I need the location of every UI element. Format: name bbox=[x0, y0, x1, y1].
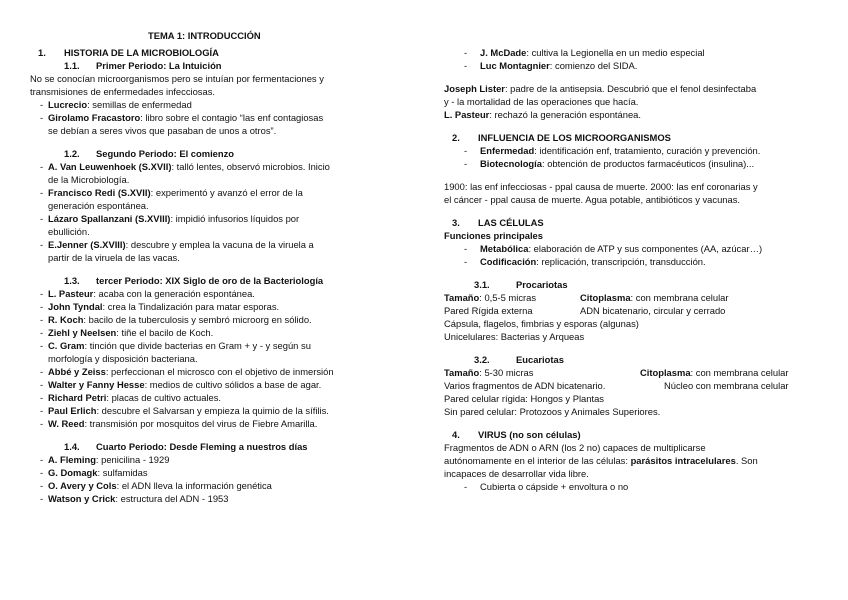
list-item: - Walter y Fanny Hesse: medios de cultivo sólidos a base de agar. bbox=[40, 379, 322, 390]
procariotas-wall-row: Pared Rígida externa ADN bicatenario, circular y cerrado bbox=[444, 305, 726, 316]
mortality-note: 1900: las enf infecciosas - ppal causa de muerte. 2000: las enf coronarias y bbox=[444, 181, 758, 192]
left-column bbox=[30, 46, 422, 505]
list-item: - A. Fleming: penicilina - 1929 bbox=[40, 454, 170, 465]
page-title: TEMA 1: INTRODUCCIÓN bbox=[148, 30, 261, 41]
section-3-heading: 3. LAS CÉLULAS bbox=[452, 217, 544, 228]
procariotas-size-row: Tamaño: 0,5-5 micras Citoplasma: con membrana celular bbox=[444, 292, 729, 303]
list-item: - Luc Montagnier: comienzo del SIDA. bbox=[464, 60, 638, 71]
list-item: - Watson y Crick: estructura del ADN - 1953 bbox=[40, 493, 229, 504]
procariotas-heading: 3.1. Procariotas bbox=[474, 279, 568, 290]
lister-paragraph-continued: y - la mortalidad de las operaciones que hacía. bbox=[444, 96, 639, 107]
list-item: - Girolamo Fracastoro: libro sobre el contagio “las enf contagiosas bbox=[40, 112, 324, 123]
eucariotas-heading: 3.2. Eucariotas bbox=[474, 354, 564, 365]
list-item: - John Tyndal: crea la Tindalización para matar esporas. bbox=[40, 301, 280, 312]
right-column bbox=[444, 46, 819, 493]
list-item: - Ziehl y Neelsen: tiñe el bacilo de Koch. bbox=[40, 327, 214, 338]
section-1-heading: 1. HISTORIA DE LA MICROBIOLOGÍA bbox=[38, 47, 219, 58]
virus-paragraph: autónomamente en el interior de las células: parásitos intracelulares. Son bbox=[444, 455, 758, 466]
virus-paragraph: incapaces de desarrollar vida libre. bbox=[444, 468, 589, 479]
list-item: - Francisco Redi (S.XVII): experimentó y avanzó el error de la bbox=[40, 187, 303, 198]
list-item: - W. Reed: transmisión por mosquitos del virus de Fiebre Amarilla. bbox=[40, 418, 318, 429]
list-item: - L. Pasteur: acaba con la generación espontánea. bbox=[40, 288, 255, 299]
list-item: - R. Koch: bacilo de la tuberculosis y sembró microorg en sólido. bbox=[40, 314, 312, 325]
list-item: - Richard Petri: placas de cultivo actuales. bbox=[40, 392, 222, 403]
eucariotas-adn-row: Varios fragmentos de ADN bicatenario. Núcleo con membrana celular bbox=[444, 380, 789, 391]
list-item-continued: ebullición. bbox=[48, 226, 90, 237]
procariotas-unicelulares: Unicelulares: Bacterias y Arqueas bbox=[444, 331, 585, 342]
list-item: - E.Jenner (S.XVIII): descubre y emplea la vacuna de la viruela a bbox=[40, 239, 314, 250]
list-item: - O. Avery y Cols: el ADN lleva la información genética bbox=[40, 480, 272, 491]
period-1-heading: 1.1. Primer Periodo: La Intuición bbox=[64, 60, 222, 71]
period-2-heading: 1.2. Segundo Periodo: El comienzo bbox=[64, 148, 235, 159]
period-3-heading: 1.3. tercer Periodo: XIX Siglo de oro de la Bacteriología bbox=[64, 275, 324, 286]
list-item-continued: partir de la viruela de las vacas. bbox=[48, 252, 180, 263]
funciones-label: Funciones principales bbox=[444, 230, 543, 241]
list-item-continued: de la Microbiología. bbox=[48, 174, 130, 185]
list-item: - Enfermedad: identificación enf, tratamiento, curación y prevención. bbox=[464, 145, 761, 156]
list-item: - Biotecnología: obtención de productos farmacéuticos (insulina)... bbox=[464, 158, 755, 169]
list-item: - C. Gram: tinción que divide bacterias en Gram + y - y según su bbox=[40, 340, 311, 351]
section-4-heading: 4. VIRUS (no son células) bbox=[452, 429, 581, 440]
virus-paragraph: Fragmentos de ADN o ARN (los 2 no) capaces de multiplicarse bbox=[444, 442, 706, 453]
eucariotas-pared: Pared celular rígida: Hongos y Plantas bbox=[444, 393, 604, 404]
list-item-continued: generación espontánea. bbox=[48, 200, 149, 211]
pasteur-paragraph: L. Pasteur: rechazó la generación espontánea. bbox=[444, 109, 641, 120]
section-2-heading: 2. INFLUENCIA DE LOS MICROORGANISMOS bbox=[452, 132, 671, 143]
list-item: - J. McDade: cultiva la Legionella en un medio especial bbox=[464, 47, 705, 58]
period-1-intro: transmisiones de enfermedades infecciosas. bbox=[30, 86, 215, 97]
period-1-intro: No se conocían microorganismos pero se intuían por fermentaciones y bbox=[30, 73, 324, 84]
list-item: - Abbé y Zeiss: perfeccionan el microsco con el objetivo de inmersión bbox=[40, 366, 334, 377]
period-4-heading: 1.4. Cuarto Periodo: Desde Fleming a nuestros días bbox=[64, 441, 308, 452]
mortality-note: el cáncer - ppal causa de muerte. Agua potable, antibióticos y vacunas. bbox=[444, 194, 741, 205]
lister-paragraph: Joseph Lister: padre de la antisepsia. Descubrió que el fenol desinfectaba bbox=[444, 83, 757, 94]
list-item: - Codificación: replicación, transcripción, transducción. bbox=[464, 256, 706, 267]
list-item: - G. Domagk: sulfamidas bbox=[40, 467, 148, 478]
eucariotas-size-row: Tamaño: 5-30 micras Citoplasma: con membrana celular bbox=[444, 367, 789, 378]
list-item: - Lucrecio: semillas de enfermedad bbox=[40, 99, 192, 110]
eucariotas-sin-pared: Sin pared celular: Protozoos y Animales Superiores. bbox=[444, 406, 661, 417]
list-item-continued: morfología y disposición bacteriana. bbox=[48, 353, 198, 364]
list-item: - Lázaro Spallanzani (S.XVIII): impidió infusorios líquidos por bbox=[40, 213, 300, 224]
list-item-continued: se debían a seres vivos que pasaban de unos a otros”. bbox=[48, 125, 277, 136]
list-item: - Cubierta o cápside + envoltura o no bbox=[464, 481, 629, 492]
list-item: - A. Van Leuwenhoek (S.XVII): talló lentes, observó microbios. Inicio bbox=[40, 161, 330, 172]
list-item: - Metabólica: elaboración de ATP y sus componentes (AA, azúcar…) bbox=[464, 243, 763, 254]
procariotas-capsula: Cápsula, flagelos, fimbrias y esporas (algunas) bbox=[444, 318, 639, 329]
list-item: - Paul Erlich: descubre el Salvarsan y empieza la quimio de la sífilis. bbox=[40, 405, 329, 416]
